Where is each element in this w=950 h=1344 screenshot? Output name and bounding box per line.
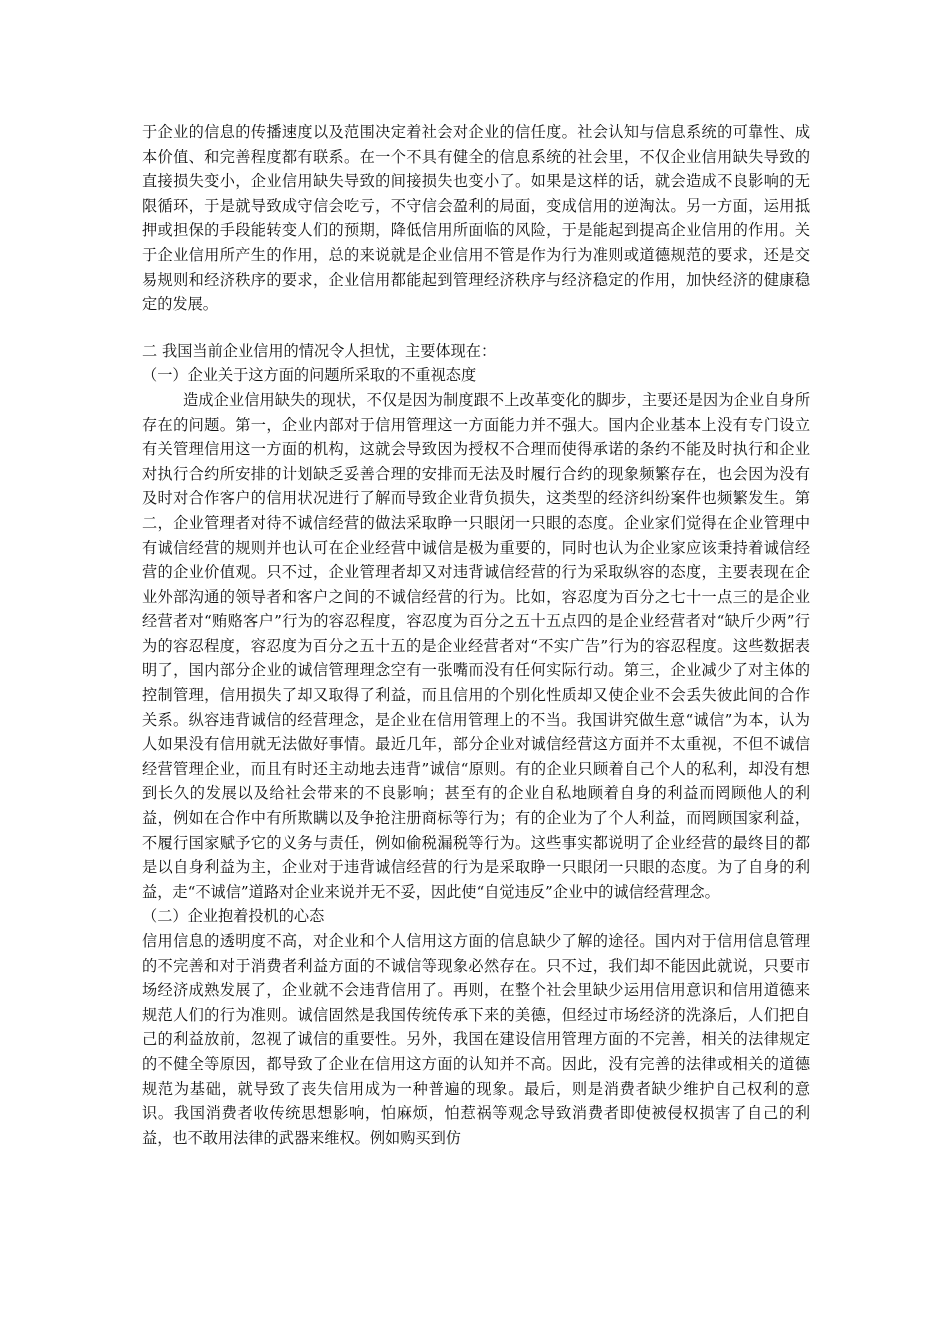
section-heading: 二 我国当前企业信用的情况令人担忧，主要体现在： [142, 341, 497, 360]
body-paragraph-1: 造成企业信用缺失的现状，不仅是因为制度跟不上改革变化的脚步，主要还是因为企业自身所存在的问题。第一，企业内部对于信用管理这一方面能力并不强大。国内企业基本上没有专门设立有关管理信用这一方面的机构，这就会导致因为授权不合理而使得承诺的条约不能及时执行和企业对执行合约所安排的计划缺乏妥善合理的安排而无法及时履行合约的现象频繁存在，也会因为没有及时对合作客户的信用状况进行了解而导致企业背负损失，这类型的经济纠纷案件也频繁发生。第二，企业管理者对待不诚信经营的做法采取睁一只眼闭一只眼的态度。企业家们觉得在企业管理中有诚信经营的规则并也认可在企业经营中诚信是极为重要的，同时也认为企业家应该秉持着诚信经营的企业价值观。只不过，企业管理者却又对违背诚信经营的行为采取纵容的态度，主要表现在企业外部沟通的领导者和客户之间的不诚信经营的行为。比如，容忍度为百分之七十一点三的是企业经营者对“贿赂客户”行为的容忍程度，容忍度为百分之五十五点四的是企业经营者对“缺斤少两”行为的容忍程度，容忍度为百分之五十五的是企业经营者对“不实广告”行为的容忍程度。这些数据表明了，国内部分企业的诚信管理理念空有一张嘴而没有任何实际行动。第三，企业减少了对主体的控制管理，信用损失了却又取得了利益，而且信用的个别化性质却又使企业不会丢失彼此间的合作关系。纵容违背诚信的经营理念，是企业在信用管理上的不当。我国讲究做生意“诚信”为本，认为人如果没有信用就无法做好事情。最近几年，部分企业对诚信经营这方面并不太重视，不但不诚信经营管理企业，而且有时还主动地去违背”诚信“原则。有的企业只顾着自己个人的私利，却没有想到长久的发展以及给社会带来的不良影响；甚至有的企业自私地顾着自身的利益而罔顾他人的利益，例如在合作中有所欺瞒以及争抢注册商标等行为；有的企业为了个人利益，而罔顾国家利益，不履行国家赋予它的义务与责任，例如偷税漏税等行为。这些事实都说明了企业经营的最终目的都是以自身利益为主，企业对于违背诚信经营的行为是采取睁一只眼闭一只眼的态度。为了自身的利益，走“不诚信”道路对企业来说并无不妥，因此使“自觉违反”企业中的诚信经营理念。 [142, 390, 810, 901]
subheading-2: （二）企业抱着投机的心态 [142, 907, 325, 926]
subheading-1: （一）企业关于这方面的问题所采取的不重视态度 [142, 366, 477, 385]
paragraph-spacer [142, 317, 810, 339]
document-page [142, 120, 810, 1150]
intro-paragraph: 于企业的信息的传播速度以及范围决定着社会对企业的信任度。社会认知与信息系统的可靠性、成本价值、和完善程度都有联系。在一个不具有健全的信息系统的社会里，不仅企业信用缺失导致的直接损失变小，企业信用缺失导致的间接损失也变小了。如果是这样的话，就会造成不良影响的无限循环，于是就导致成守信会吃亏，不守信会盈利的局面，变成信用的逆淘汰。另一方面，运用抵押或担保的手段能转变人们的预期，降低信用所面临的风险，于是能起到提高企业信用的作用。关于企业信用所产生的作用，总的来说就是企业信用不管是作为行为准则或道德规范的要求，还是交易规则和经济秩序的要求，企业信用都能起到管理经济秩序与经济稳定的作用，加快经济的健康稳定的发展。 [142, 123, 810, 314]
body-paragraph-2: 信用信息的透明度不高，对企业和个人信用这方面的信息缺少了解的途径。国内对于信用信息管理的不完善和对于消费者利益方面的不诚信等现象必然存在。只不过，我们却不能因此就说，只要市场经济成熟发展了，企业就不会违背信用了。再则，在整个社会里缺少运用信用意识和信用道德来规范人们的行为准则。诚信固然是我国传统传承下来的美德，但经过市场经济的洗涤后，人们把自己的利益放前，忽视了诚信的重要性。另外，我国在建设信用管理方面的不完善，相关的法律规定的不健全等原因，都导致了企业在信用这方面的认知并不高。因此，没有完善的法律或相关的道德规范为基础，就导致了丧失信用成为一种普遍的现象。最后，则是消费者缺少维护自己权利的意识。我国消费者收传统思想影响，怕麻烦，怕惹祸等观念导致消费者即使被侵权损害了自己的利益，也不敢用法律的武器来维权。例如购买到仿 [142, 932, 810, 1147]
